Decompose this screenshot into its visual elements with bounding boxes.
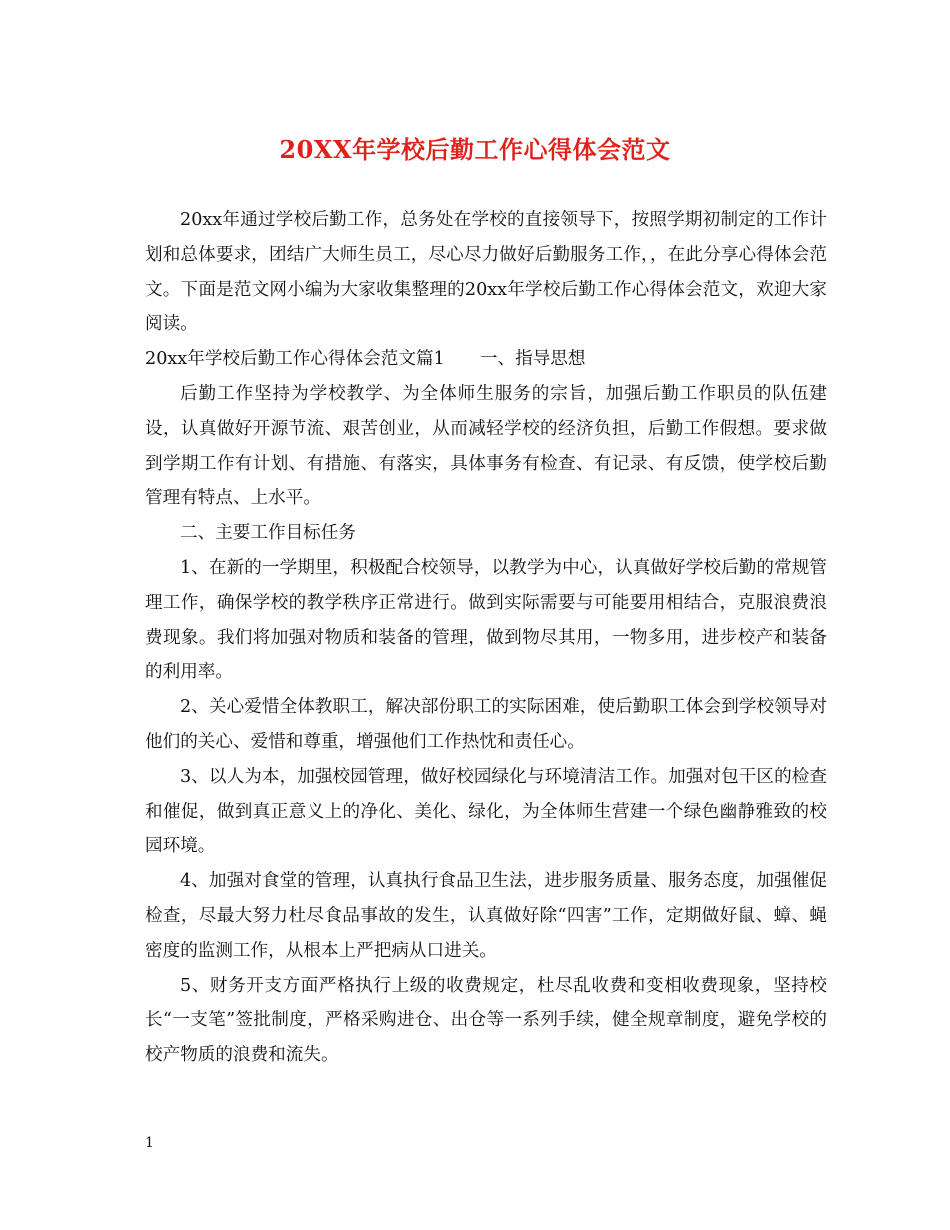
task-item-1: 1、在新的一学期里，积极配合校领导，以教学为中心，认真做好学校后勤的常规管理工作，确保学校的教学秩序正常进行。做到实际需要与可能要用相结合，克服浪费浪费现象。我们将加强对物质和装备的管理，做到物尽其用，一物多用，进步校产和装备的利用率。 bbox=[145, 557, 827, 683]
guiding-paragraph: 后勤工作坚持为学校教学、为全体师生服务的宗旨，加强后勤工作职员的队伍建设，认真做好开源节流、艰苦创业，从而减轻学校的经济负担，后勤工作假想。要求做到学期工作有计划、有措施、有落实，具体事务有检查、有记录、有反馈，使学校后勤管理有特点、上水平。 bbox=[145, 383, 827, 509]
task-item-4: 4、加强对食堂的管理，认真执行食品卫生法，进步服务质量、服务态度，加强催促检查，尽最大努力杜尽食品事故的发生，认真做好除“四害”工作，定期做好鼠、蟑、蝇密度的监测工作，从根本上严把病从口进关。 bbox=[145, 871, 827, 961]
document-title: 20XX年学校后勤工作心得体会范文 bbox=[279, 135, 671, 164]
task-item-3: 3、以人为本，加强校园管理，做好校园绿化与环境清洁工作。加强对包干区的检查和催促，做到真正意义上的净化、美化、绿化，为全体师生营建一个绿色幽静雅致的校园环境。 bbox=[145, 766, 827, 857]
task-item-5: 5、财务开支方面严格执行上级的收费规定，杜尽乱收费和变相收费现象，坚持校长“一支笔”签批制度，严格采购进仓、出仓等一系列手续，健全规章制度，避免学校的校产物质的浪费和流失。 bbox=[145, 975, 827, 1066]
section-heading-tasks: 二、主要工作目标任务 bbox=[180, 523, 356, 544]
intro-paragraph: 20xx年通过学校后勤工作，总务处在学校的直接领导下，按照学期初制定的工作计划和总体要求，团结广大师生员工，尽心尽力做好后勤服务工作，，在此分享心得体会范文。下面是范文网小编为大家收集整理的20xx年学校后勤工作心得体会范文，欢迎大家阅读。 bbox=[145, 210, 827, 335]
document-body bbox=[145, 203, 827, 1073]
section-heading-guiding: 20xx年学校后勤工作心得体会范文篇1 一、指导思想 bbox=[145, 349, 586, 370]
page-number: 1 bbox=[145, 1135, 154, 1151]
task-item-2: 2、关心爱惜全体教职工，解决部份职工的实际困难，使后勤职工体会到学校领导对他们的关心、爱惜和尊重，增强他们工作热忱和责任心。 bbox=[145, 697, 827, 752]
